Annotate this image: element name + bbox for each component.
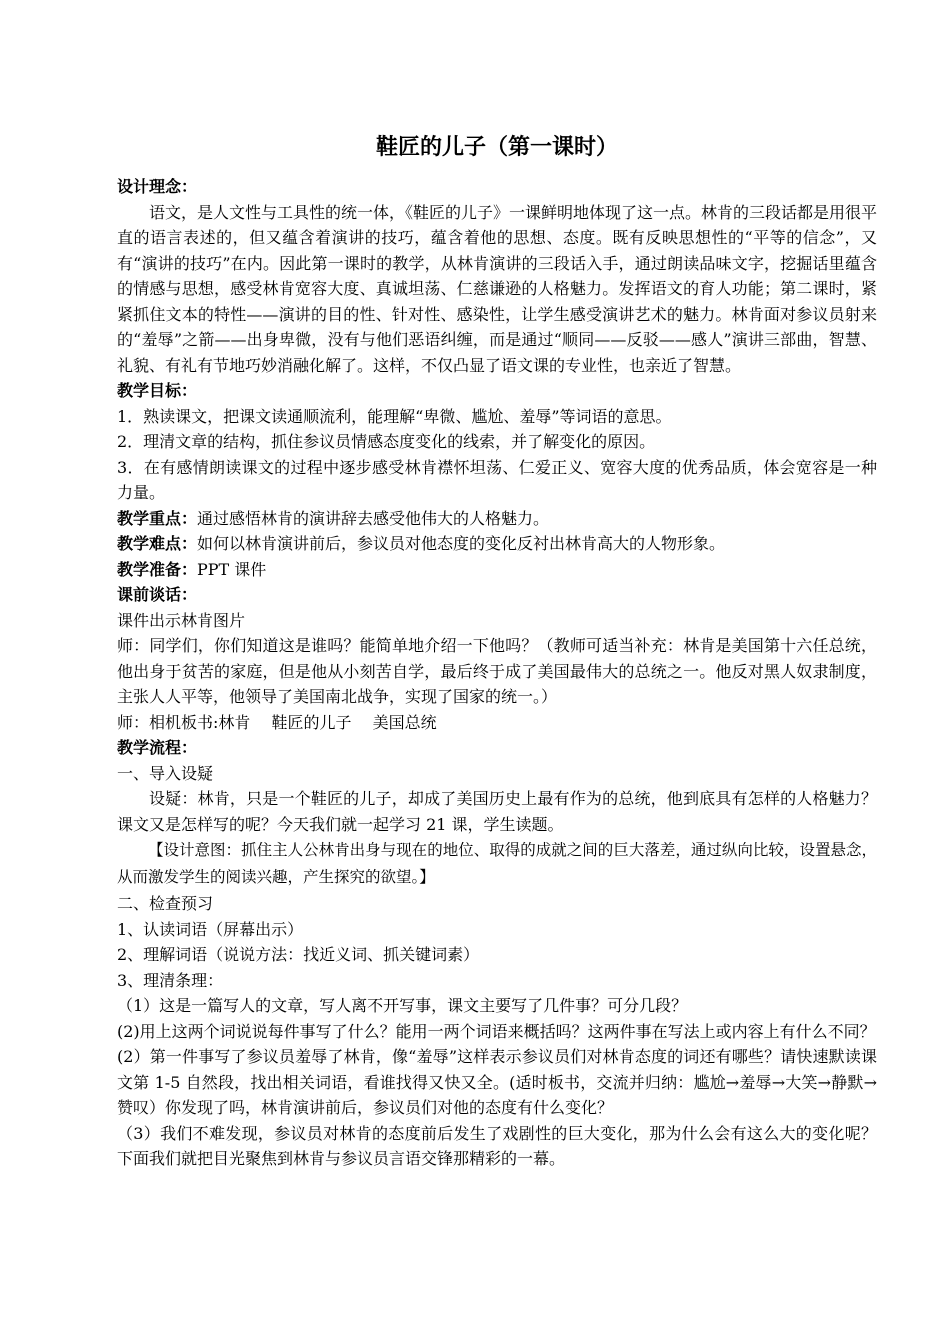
question-1: （1）这是一篇写人的文章，写人离不开写事，课文主要写了几件事？可分几段？ bbox=[117, 996, 688, 1015]
difficulty-line bbox=[117, 531, 877, 557]
question-2: (2)用上这两个词说说每件事写了什么？能用一两个词语来概括吗？这两件事在写法上或内容上有什么不同？ bbox=[117, 1021, 876, 1041]
section1-title: 一、导入设疑 bbox=[117, 763, 214, 783]
section1-text: 设疑：林肯，只是一个鞋匠的儿子，却成了美国历史上最有作为的总统，他到底具有怎样的人格魅力？课文又是怎样写的呢？今天我们就一起学习 21 课，学生读题。 bbox=[117, 789, 877, 834]
pre-talk-line-3: 师：相机板书:林肯 鞋匠的儿子 美国总统 bbox=[117, 712, 437, 732]
pre-talk-line-1: 课件出示林肯图片 bbox=[117, 610, 246, 630]
preparation-label: 教学准备： bbox=[117, 559, 198, 579]
pre-talk-line-2: 师：同学们，你们知道这是谁吗？能简单地介绍一下他吗？（教师可适当补充：林肯是美国第十六任总统，他出身于贫苦的家庭，但是他从小刻苦自学，最后终于成了美国最伟大的总统之一。他反对黑人奴隶制度，主张人人平等，他领导了美国南北战争，实现了国家的统一。） bbox=[117, 636, 877, 706]
process-heading: 教学流程： bbox=[117, 738, 198, 757]
preparation-text: PPT 课件 bbox=[197, 559, 267, 579]
question-4: （3）我们不难发现，参议员对林肯的态度前后发生了戏剧性的巨大变化，那为什么会有这么大的变化呢？下面我们就把目光聚焦到林肯与参议员言语交锋那精彩的一幕。 bbox=[117, 1123, 877, 1168]
document-page bbox=[117, 132, 877, 1172]
document-title: 鞋匠的儿子（第一课时） bbox=[375, 135, 618, 160]
key-point-text: 通过感悟林肯的演讲辞去感受他伟大的人格魅力。 bbox=[197, 508, 550, 528]
section1-design-note: 【设计意图：抓住主人公林肯出身与现在的地位、取得的成就之间的巨大落差，通过纵向比较，设置悬念，从而激发学生的阅读兴趣，产生探究的欲望。】 bbox=[117, 841, 877, 886]
step-1: 1、认读词语（屏幕出示） bbox=[117, 919, 304, 939]
question-3: (2）第一件事写了参议员羞辱了林肯，像“羞辱”这样表示参议员们对林肯态度的词还有哪些？请快速默读课文第 1-5 自然段，找出相关词语，看谁找得又快又全。(适时板书，交流并归纳：尴尬→羞辱→大笑→静默→赞叹）你发现了吗，林肯演讲前后，参议员们对他的态度有什么变化？ bbox=[117, 1047, 877, 1117]
preparation-line bbox=[117, 557, 877, 583]
section2-title: 二、检查预习 bbox=[117, 894, 214, 913]
design-concept-heading: 设计理念： bbox=[117, 177, 198, 196]
key-point-label: 教学重点： bbox=[117, 508, 198, 528]
difficulty-label: 教学难点： bbox=[117, 534, 198, 553]
goal-item-2: 2．理清文章的结构，抓住参议员情感态度变化的线索，并了解变化的原因。 bbox=[117, 432, 656, 451]
step-3: 3、理清条理： bbox=[117, 970, 224, 990]
difficulty-text: 如何以林肯演讲前后，参议员对他态度的变化反衬出林肯高大的人物形象。 bbox=[197, 534, 726, 553]
pre-talk-heading: 课前谈话： bbox=[117, 585, 198, 604]
step-2: 2、理解词语（说说方法：找近义词、抓关键词素） bbox=[117, 945, 480, 964]
goal-item-3: 3．在有感情朗读课文的过程中逐步感受林肯襟怀坦荡、仁爱正义、宽容大度的优秀品质，体会宽容是一种力量。 bbox=[117, 457, 877, 502]
key-point-line bbox=[117, 506, 877, 532]
design-concept-text: 语文，是人文性与工具性的统一体，《鞋匠的儿子》一课鲜明地体现了这一点。林肯的三段话都是用很平直的语言表述的，但又蕴含着演讲的技巧，蕴含着他的思想、态度。既有反映思想性的“平等的信念”，又有“演讲的技巧”在内。因此第一课时的教学，从林肯演讲的三段话入手，通过朗读品味文字，挖掘话里蕴含的情感与思想，感受林肯宽容大度、真诚坦荡、仁慈谦逊的人格魅力。发挥语文的育人功能；第二课时，紧紧抓住文本的特性——演讲的目的性、针对性、感染性，让学生感受演讲艺术的魅力。林肯面对参议员射来的“羞辱”之箭——出身卑微，没有与他们恶语纠缠，而是通过“顺同——反驳——感人”演讲三部曲，智慧、礼貌、有礼有节地巧妙消融化解了。这样，不仅凸显了语文课的专业性，也亲近了智慧。 bbox=[117, 202, 878, 375]
goal-item-1: 1．熟读课文，把课文读通顺流利，能理解“卑微、尴尬、羞辱”等词语的意思。 bbox=[117, 406, 672, 426]
goals-heading: 教学目标： bbox=[117, 381, 198, 400]
